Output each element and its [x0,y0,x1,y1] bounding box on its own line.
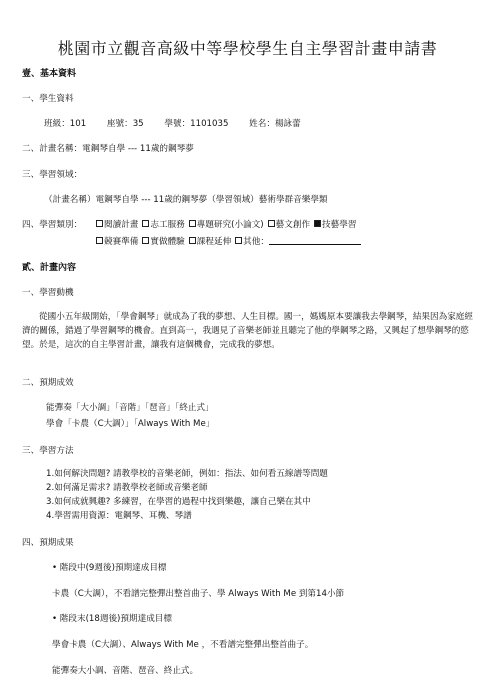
stage-1-text: 卡農（C大調），不看譜完整彈出整首曲子、學 Always With Me 到第14小節 [52,589,345,599]
stage-2-text: 學會卡農（C大調）、Always With Me ，不看譜完整彈出整首曲子。 [52,640,314,650]
category-option[interactable] [268,220,310,230]
category-row-2 [96,236,361,248]
checkbox-unchecked[interactable] [96,220,103,227]
stage-2-text-2: 能彈奏大小調、音階、琶音、終止式。 [52,666,199,676]
category-option-label: 閱讀計畫 [104,220,139,230]
learning-field-value: （計畫名稱）電鋼琴自學 --- 11歲的鋼琴夢（學習領域）藝術學群音樂學類 [44,195,328,205]
learning-category-heading: 四、學習類別： [22,220,83,230]
category-option-label: 實做體驗 [150,237,185,247]
category-row-1 [96,220,360,231]
checkbox-unchecked[interactable] [235,237,242,244]
stage-2-heading: • 階段末(18週後)預期達成目標 [52,614,172,624]
checkbox-unchecked[interactable] [142,237,149,244]
plan-name-line: 二、計畫名稱：電鋼琴自學 --- 11歲的鋼琴夢 [22,144,194,154]
category-other-label: 其他： [243,237,269,247]
category-option[interactable] [142,220,184,230]
student-fields-row [44,119,301,130]
category-option-label: 藝文創作 [275,220,311,230]
effect-item-1: 能彈奏「大小調」「音階」「琶音」「終止式」 [46,403,214,413]
category-option-label: 專題研究(小論文) [196,220,264,230]
category-option[interactable] [96,220,138,230]
motivation-heading: 一、學習動機 [22,288,74,298]
category-option[interactable] [314,220,356,230]
checkbox-unchecked[interactable] [96,237,103,244]
checkbox-unchecked[interactable] [142,220,149,227]
learning-field-heading: 三、學習領域： [22,170,83,180]
category-option[interactable] [189,220,264,230]
expected-results-heading: 四、預期成果 [22,538,74,548]
category-option-other[interactable] [235,237,361,247]
category-option[interactable] [189,237,231,247]
section-plan-content-heading: 貳、計畫內容 [22,263,77,273]
section-basic-info-heading: 壹、基本資料 [22,69,77,79]
method-item-1: 1.如何解決問題? 請教學校的音樂老師，例如：指法、如何看五線譜等問題 [46,469,328,479]
checkbox-unchecked[interactable] [268,220,275,227]
effect-item-2: 學會「卡農（C大調）」「Always With Me」 [46,419,215,429]
motivation-paragraph: 從國小五年級開始，「學會鋼琴」就成為了我的夢想、人生目標。國一，媽媽原本要讓我去學鋼琴，結果因為家庭經濟的關係，錯過了學習鋼琴的機會。直到高一，我遇見了音樂老師並且聽完了他的學鋼琴之路，又興起了想學鋼琴的慾望。於是，這次的自主學習計畫，讓我有這個機會，完成我的夢想。 [22,312,473,350]
document-title: 桃園市立觀音高級中等學校學生自主學習計畫申請書 [57,39,438,58]
category-option-label: 技藝學習 [322,220,357,230]
expected-effects-heading: 二、預期成效 [22,378,74,388]
checkbox-unchecked[interactable] [189,237,196,244]
method-item-2: 2.如何滿足需求? 請教學校老師或音樂老師 [46,483,208,493]
category-option-label: 志工服務 [150,220,185,230]
stage-1-heading: • 階段中(9週後)預期達成目標 [52,563,167,573]
category-option-label: 競賽準備 [104,237,139,247]
student-name-field: 姓名：楊詠蕾 [249,119,301,129]
category-option[interactable] [142,237,184,247]
student-id-field: 學號：1101035 [164,119,229,129]
category-option[interactable] [96,237,138,247]
checkbox-unchecked[interactable] [189,220,196,227]
method-item-4: 4.學習需用資源：電鋼琴、耳機、琴譜 [46,511,192,521]
seat-field: 座號：35 [106,119,144,129]
category-option-label: 課程延伸 [196,237,232,247]
class-field: 班級：101 [44,119,87,129]
method-item-3: 3.如何成就興趣? 多練習，在學習的過程中找到樂趣，讓自己樂在其中 [46,497,311,507]
student-info-heading: 一、學生資料 [22,94,74,104]
other-blank-field[interactable] [269,236,361,245]
checkbox-checked[interactable] [314,220,321,227]
learning-method-heading: 三、學習方法 [22,446,74,456]
